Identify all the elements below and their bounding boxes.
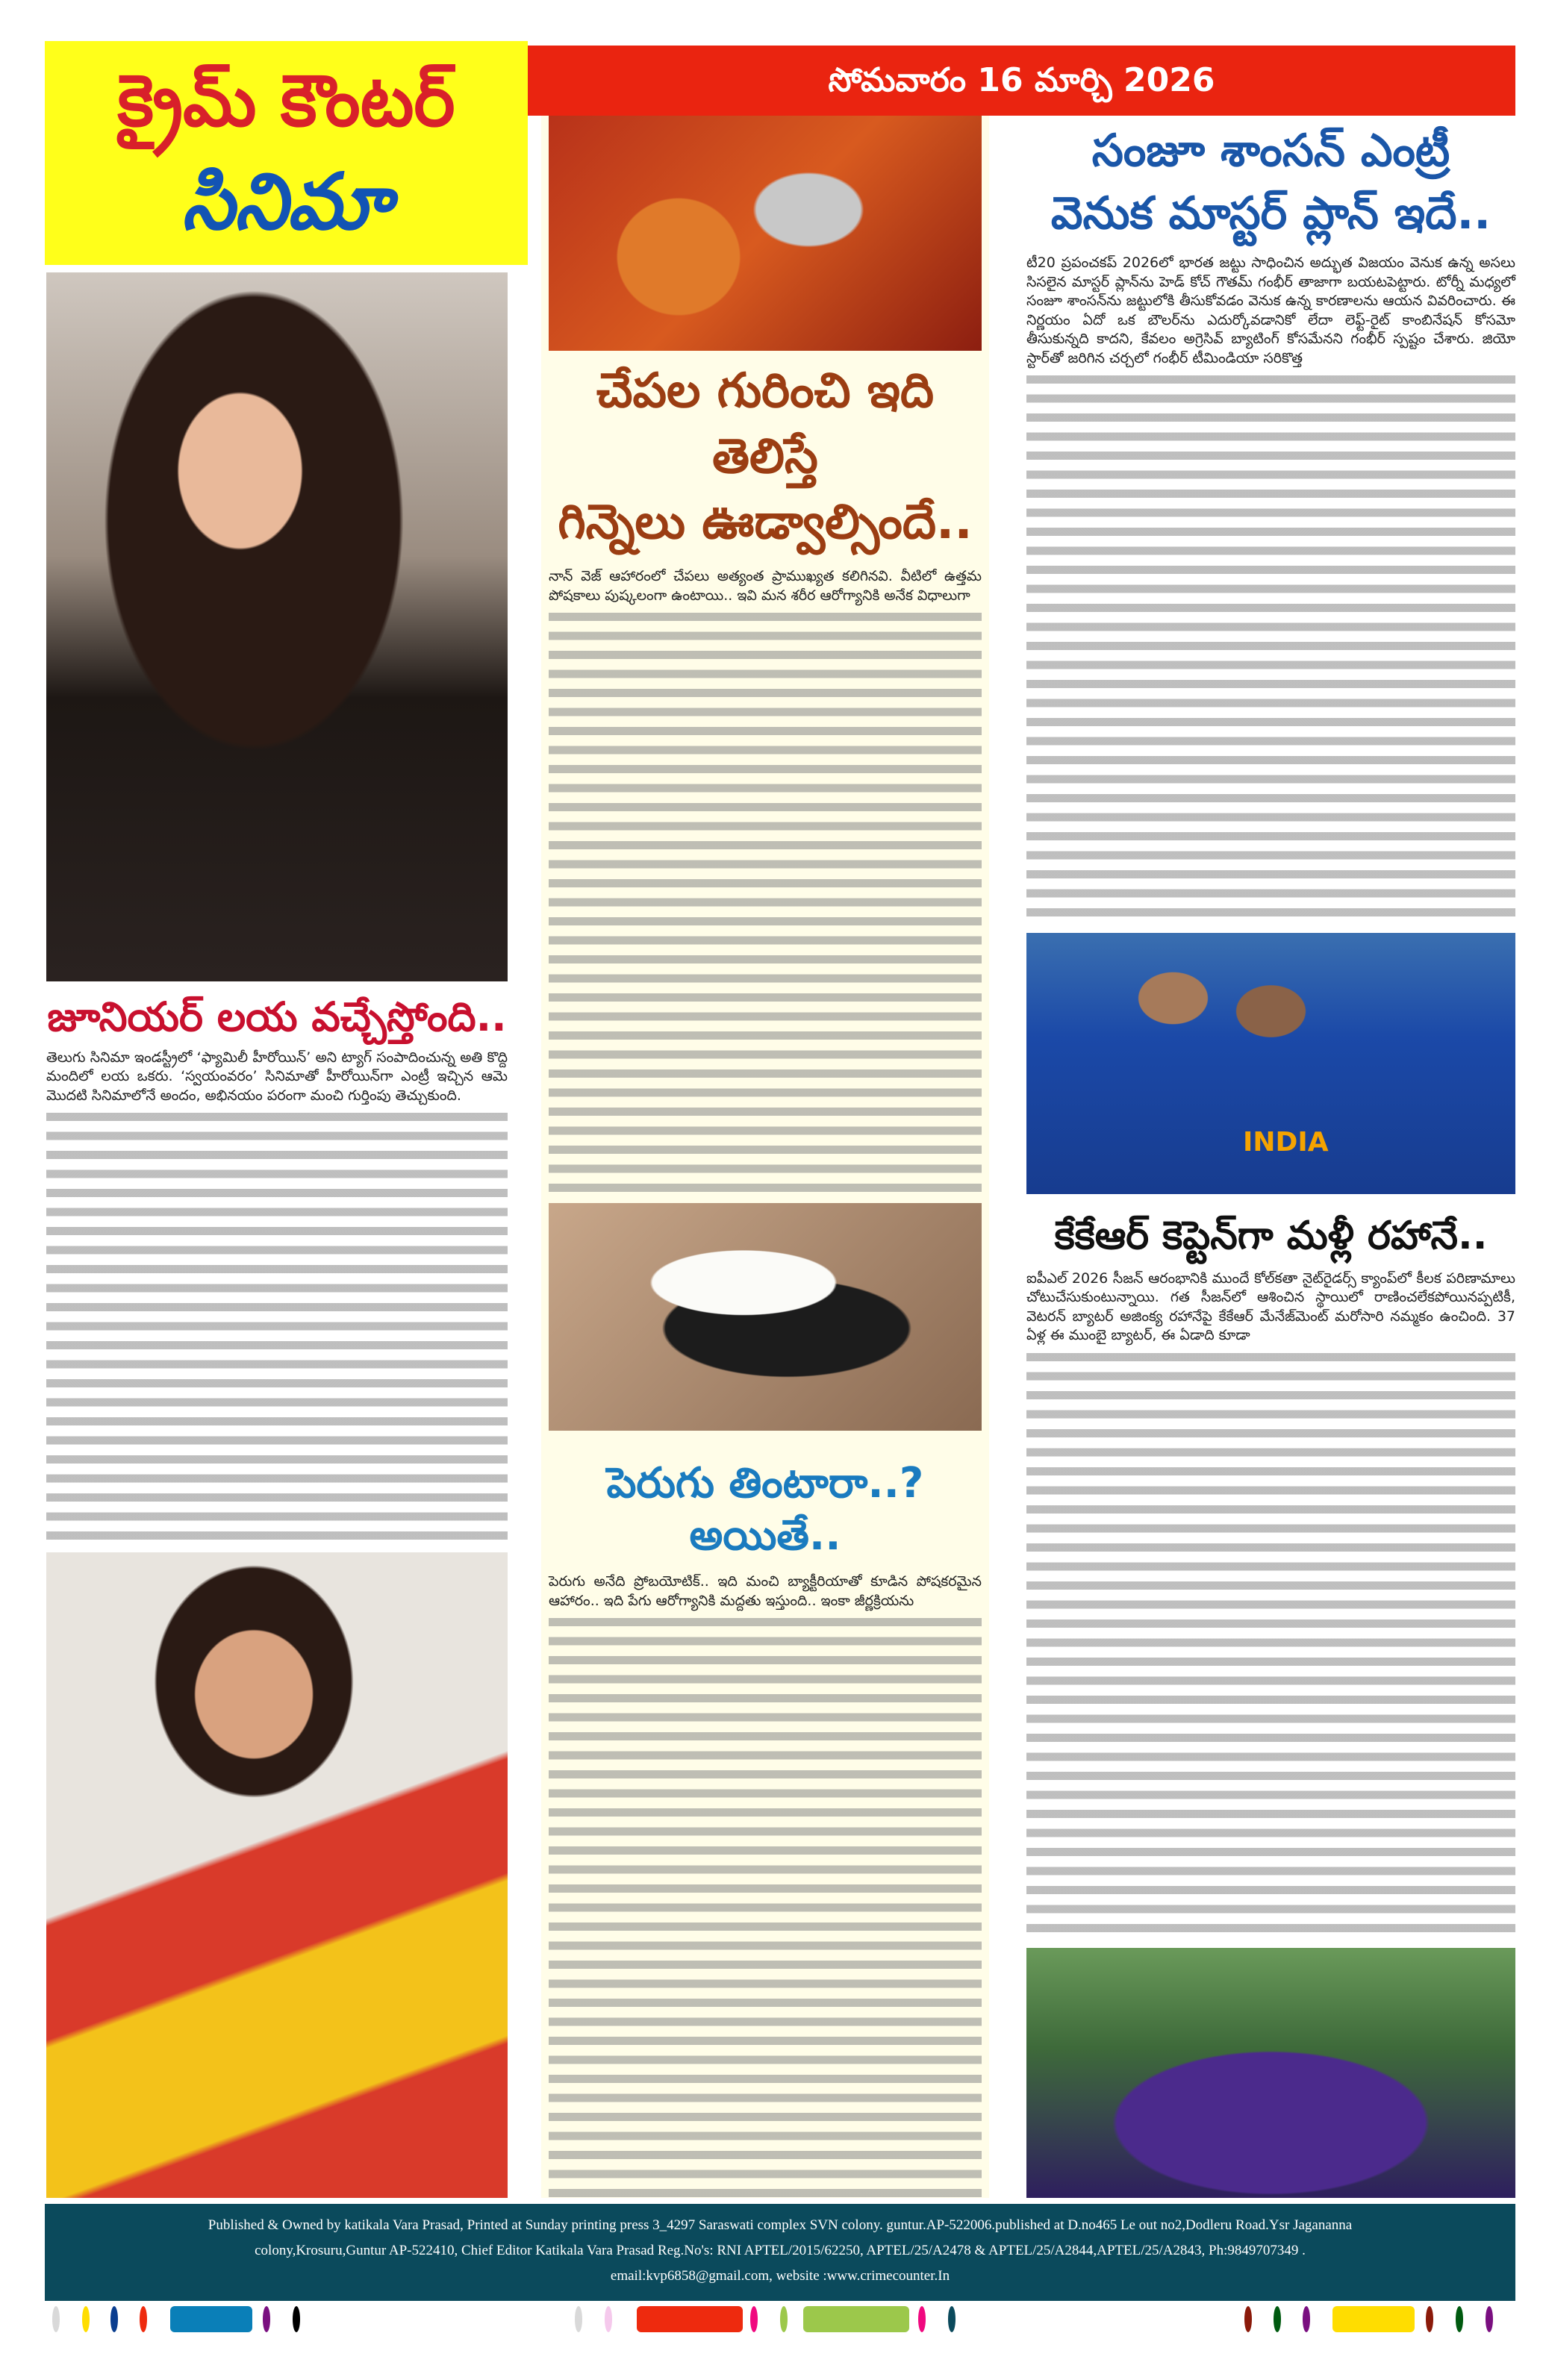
color-mark [1274,2306,1281,2332]
jersey-text: INDIA [1243,1126,1329,1158]
color-mark [293,2306,300,2332]
color-mark [1426,2306,1433,2332]
color-mark [1332,2306,1415,2332]
article-text-lines [549,608,982,1193]
color-mark [948,2306,956,2332]
color-mark [605,2306,612,2332]
headline-laya: జూనియర్ లయ వచ్చేస్తోంది.. [47,993,507,1040]
color-mark [263,2306,270,2332]
masthead-logo [45,41,528,265]
headline-kkr: కేకేఆర్ కెప్టెన్‌గా మళ్లీ రహానే.. [1054,1213,1488,1258]
kkr-team-photo [1026,1948,1515,2198]
right-column [1026,119,1515,2198]
article-text-lines [1026,1349,1515,1937]
color-mark [170,2306,252,2332]
color-mark [918,2306,926,2332]
logo-line1: క్రైమ్ కౌంటర్ [117,59,455,143]
article-text-lines [549,1614,982,2198]
fish-curry-photo [549,116,982,351]
article-body-curd: పెరుగు అనేది ప్రోబయోటిక్.. ఇది మంచి బ్యాక్టీరియాతో కూడిన పోషకరమైన ఆహారం.. ఇది పేగు ఆరోగ్యానికి మద్దతు ఇస్తుంది.. ఇంకా జీర్ణక్రియను [549,1572,982,2198]
headline-curd: పెరుగు తింటారా..? అయితే.. [606,1459,924,1560]
article-body-fish: నాన్ వెజ్ ఆహారంలో చేపలు అత్యంత ప్రాముఖ్యత కలిగినవి. వీటిలో ఉత్తమ పోషకాలు పుష్కలంగా ఉంటాయి.. ఇవి మన శరీర ఆరోగ్యానికి అనేక విధాలుగా [549,567,982,1193]
color-mark [82,2306,90,2332]
logo-line2: సినిమా [181,156,391,247]
actress-photo-2 [46,1552,508,2198]
color-mark [1486,2306,1493,2332]
article-body-kkr: ఐపీఎల్ 2026 సీజన్ ఆరంభానికి ముందే కోల్‌కతా నైట్‌రైడర్స్ క్యాంప్‌లో కీలక పరిణామాలు చోటుచేసుకుంటున్నాయి. గత సీజన్‌లో ఆశించిన స్థాయిలో రాణించలేకపోయినప్పటికీ, వెటరన్ బ్యాటర్ అజింక్య రహానేపై కేకేఆర్ మేనేజ్‌మెంట్ మరోసారి నమ్మకం ఉంచింది. 37 ఏళ్ల ఈ ముంబై బ్యాటర్, ఈ ఏడాది కూడా [1026,1269,1515,1937]
color-mark [575,2306,582,2332]
color-mark [110,2306,118,2332]
india-team-photo [1026,933,1515,1194]
color-mark [637,2306,743,2332]
footer-imprint: Published & Owned by katikala Vara Prasad, Printed at Sunday printing press 3_4297 Saraswati complex SVN colony. guntur.AP-522006.published at D.no465 Le out no2,Dodleru Road.Ysr Jagananna colony,Krosuru,Guntur AP-522410, Chief Editor Katikala Vara Prasad Reg.No's: RNI APTEL/2015/62250, APTEL/25/A2478 & APTEL/25/A2844,APTEL/25/A2843, Ph:9849707349 . email:kvp6858@gmail.com, website :www.crimecounter.In [45,2204,1515,2301]
color-mark [140,2306,147,2332]
article-text-lines [1026,371,1515,921]
color-mark [1456,2306,1463,2332]
curd-bowl-photo [549,1203,982,1431]
actress-photo-1 [46,272,508,981]
color-mark [750,2306,758,2332]
date-banner: సోమవారం 16 మార్చి 2026 [528,46,1515,116]
article-text-lines [46,1108,508,1548]
color-mark [1303,2306,1310,2332]
color-mark [1244,2306,1252,2332]
color-mark [52,2306,60,2332]
headline-sanju: సంజూ శాంసన్ ఎంట్రీ వెనుక మాస్టర్ ప్లాన్ ఇదే.. [1050,125,1491,240]
middle-column [549,116,982,2198]
article-body-sanju: టీ20 ప్రపంచకప్ 2026లో భారత జట్టు సాధించిన అద్భుత విజయం వెనుక ఉన్న అసలు సిసలైన మాస్టర్ ప్లాన్‌ను హెడ్ కోచ్ గౌతమ్ గంభీర్ తాజాగా బయటపెట్టారు. టోర్నీ మధ్యలో సంజూ శాంసన్‌ను జట్టులోకి తీసుకోవడం వెనుక ఉన్న కారణాలను ఆయన వివరించారు. ఈ నిర్ణయం ఏదో ఒక బౌలర్‌ను ఎదుర్కోవడానికో లేదా లెఫ్ట్-రైట్ కాంబినేషన్ కోసమో తీసుకున్నది కాదని, కేవలం అగ్రెసివ్ బ్యాటింగ్ కోసమేనని గంభీర్ స్పష్టం చేశారు. జియో స్టార్‌తో జరిగిన చర్చలో గంభీర్ టీమిండియా సరికొత్త [1026,254,1515,921]
headline-fish: చేపల గురించి ఇది తెలిస్తే గిన్నెలు ఊడ్వాల్సిందే.. [558,363,973,550]
left-column [46,272,508,2198]
color-mark [803,2306,909,2332]
article-body-laya: తెలుగు సినిమా ఇండస్ట్రీలో ‘ఫ్యామిలీ హీరోయిన్’ అని ట్యాగ్ సంపాదించున్న అతి కొద్ది మందిలో లయ ఒకరు. ‘స్వయంవరం’ సినిమాతో హీరోయిన్‌గా ఎంట్రీ ఇచ్చిన ఆమె మొదటి సినిమాలోనే అందం, అభినయం పరంగా మంచి గుర్తింపు తెచ్చుకుంది. [46,1049,508,1549]
color-mark [780,2306,788,2332]
